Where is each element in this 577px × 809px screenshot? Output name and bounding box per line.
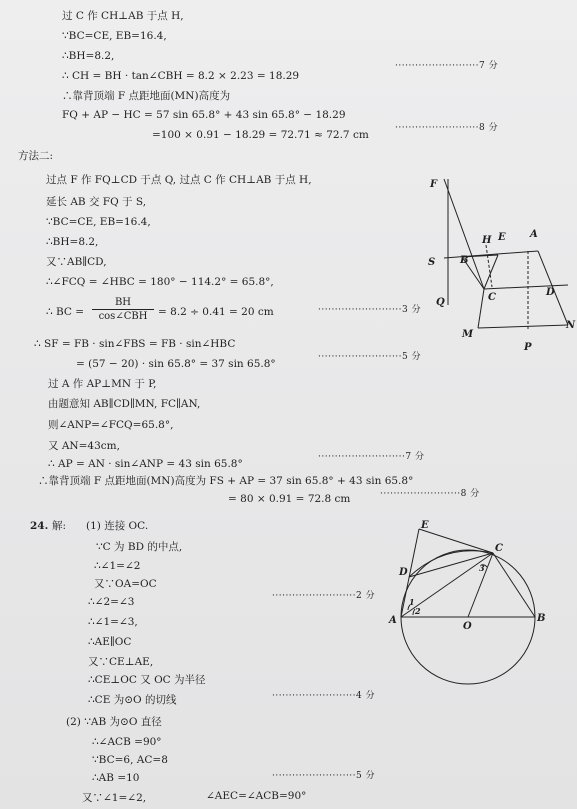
fig1-label-D: D bbox=[546, 287, 555, 298]
m1-score-8: ·························8 分 bbox=[395, 123, 499, 133]
q24-line-8: ∴CE⊥OC 又 OC 为半径 bbox=[88, 674, 206, 686]
fig2-label-A: A bbox=[389, 615, 397, 626]
fraction-denominator: cos∠CBH bbox=[98, 311, 148, 322]
fig1-label-S: S bbox=[428, 257, 436, 268]
m1-line-3: ∴BH=8.2, bbox=[62, 50, 115, 62]
m1-score-7: ·························7 分 bbox=[395, 61, 499, 71]
fig1-label-A: A bbox=[530, 229, 538, 240]
m2-line-13: 又 AN=43cm, bbox=[48, 440, 120, 452]
bc-fraction bbox=[92, 297, 154, 322]
m1-line-1: 过 C 作 CH⊥AB 于点 H, bbox=[62, 10, 184, 22]
m1-line-7: =100 × 0.91 − 18.29 = 72.71 ≈ 72.7 cm bbox=[152, 129, 369, 141]
m2-line-9: = (57 − 20) · sin 65.8° = 37 sin 65.8° bbox=[76, 358, 276, 370]
circle-geometry-figure bbox=[385, 515, 560, 690]
chair-geometry-figure bbox=[418, 165, 577, 365]
m2-score-8: ························8 分 bbox=[380, 489, 480, 499]
q24-number: 24. bbox=[30, 520, 49, 532]
q24-part2: (2) ∵AB 为⊙O 直径 bbox=[66, 716, 162, 728]
m2-line-3: ∵BC=CE, EB=16.4, bbox=[46, 216, 151, 228]
fig1-label-F: F bbox=[430, 179, 438, 190]
m1-line-6: FQ + AP − HC = 57 sin 65.8° + 43 sin 65.8° − 18.29 bbox=[62, 109, 346, 121]
m2-line-8: ∴ SF = FB · sin∠FBS = FB · sin∠HBC bbox=[34, 338, 236, 350]
fig2-angle-2: 2 bbox=[415, 606, 421, 616]
m2-line-7-rest: = 8.2 ÷ 0.41 = 20 cm bbox=[158, 306, 274, 318]
q24-part1: (1) 连接 OC. bbox=[86, 520, 149, 532]
q24-line-9: ∴CE 为⊙O 的切线 bbox=[88, 694, 177, 706]
m2-line-6: ∴∠FCQ = ∠HBC = 180° − 114.2° = 65.8°, bbox=[46, 276, 274, 288]
q24-score-2: ·························2 分 bbox=[272, 591, 376, 601]
q24-line-4: ∴∠2=∠3 bbox=[88, 596, 135, 608]
q24-line-12: ∴AB =10 bbox=[92, 772, 140, 784]
m2-line-4: ∴BH=8.2, bbox=[46, 236, 99, 248]
fig1-label-Q: Q bbox=[436, 297, 445, 308]
q24-line-13b: ∠AEC=∠ACB=90° bbox=[206, 790, 307, 802]
q24-line-7: 又∵CE⊥AE, bbox=[88, 656, 154, 668]
m2-line-14: ∴ AP = AN · sin∠ANP = 43 sin 65.8° bbox=[48, 458, 243, 470]
fig1-label-C: C bbox=[488, 292, 496, 303]
m2-line-10: 过 A 作 AP⊥MN 于 P, bbox=[48, 378, 157, 390]
fig1-label-B: B bbox=[460, 255, 469, 266]
m2-heading: 方法二: bbox=[18, 150, 54, 162]
fraction-numerator: BH bbox=[114, 297, 132, 308]
m2-line-7-prefix: ∴ BC = bbox=[46, 306, 85, 318]
m1-line-4: ∴ CH = BH · tan∠CBH = 8.2 × 2.23 = 18.29 bbox=[62, 70, 300, 82]
m2-line-16: = 80 × 0.91 = 72.8 cm bbox=[228, 493, 351, 505]
m2-score-5: ·························5 分 bbox=[318, 352, 422, 362]
m2-line-11: 由题意知 AB∥CD∥MN, FC∥AN, bbox=[48, 398, 201, 410]
fig2-label-C: C bbox=[495, 543, 503, 554]
fig2-label-D: D bbox=[399, 567, 408, 578]
q24-line-11: ∵BC=6, AC=8 bbox=[92, 754, 168, 766]
q24-line-3: 又∵OA=OC bbox=[94, 578, 157, 590]
q24-line-5: ∴∠1=∠3, bbox=[88, 616, 138, 628]
q24-score-5: ·························5 分 bbox=[272, 771, 376, 781]
fig2-angle-1: 1 bbox=[409, 597, 415, 607]
q24-line-10: ∴∠ACB =90° bbox=[92, 736, 162, 748]
fig1-label-M: M bbox=[462, 329, 474, 340]
m2-line-12: 则∠ANP=∠FCQ=65.8°, bbox=[48, 419, 174, 431]
m2-score-7: ··························7 分 bbox=[318, 452, 425, 462]
m2-line-15: ∴靠背顶端 F 点距地面(MN)高度为 FS + AP = 37 sin 65.8° + 43 sin 65.8° bbox=[38, 475, 414, 487]
m2-line-5: 又∵AB∥CD, bbox=[46, 256, 107, 268]
fraction-bar bbox=[92, 309, 154, 310]
fig1-label-N: N bbox=[566, 320, 576, 331]
fig2-label-E: E bbox=[421, 520, 429, 531]
fig2-label-B: B bbox=[537, 613, 546, 624]
fig1-label-P: P bbox=[524, 342, 532, 353]
q24-jie: 解: bbox=[52, 520, 67, 532]
m2-line-2: 延长 AB 交 FQ 于 S, bbox=[46, 196, 147, 208]
q24-score-4: ·························4 分 bbox=[272, 691, 376, 701]
m2-line-1: 过点 F 作 FQ⊥CD 于点 Q, 过点 C 作 CH⊥AB 于点 H, bbox=[46, 174, 312, 186]
q24-line-13: 又∵∠1=∠2, bbox=[82, 792, 147, 804]
q24-line-2: ∴∠1=∠2 bbox=[94, 560, 141, 572]
q24-line-1: ∵C 为 BD 的中点, bbox=[96, 541, 183, 553]
fig2-angle-3: 3 bbox=[479, 563, 485, 573]
m1-line-2: ∵BC=CE, EB=16.4, bbox=[62, 30, 167, 42]
fig1-label-E: E bbox=[498, 232, 506, 243]
m1-line-5: ∴靠背顶端 F 点距地面(MN)高度为 bbox=[62, 90, 231, 102]
fig2-label-O: O bbox=[463, 621, 472, 632]
m2-score-3: ·························3 分 bbox=[318, 305, 422, 315]
q24-line-6: ∴AE∥OC bbox=[88, 636, 132, 648]
fig1-label-H: H bbox=[482, 235, 492, 246]
